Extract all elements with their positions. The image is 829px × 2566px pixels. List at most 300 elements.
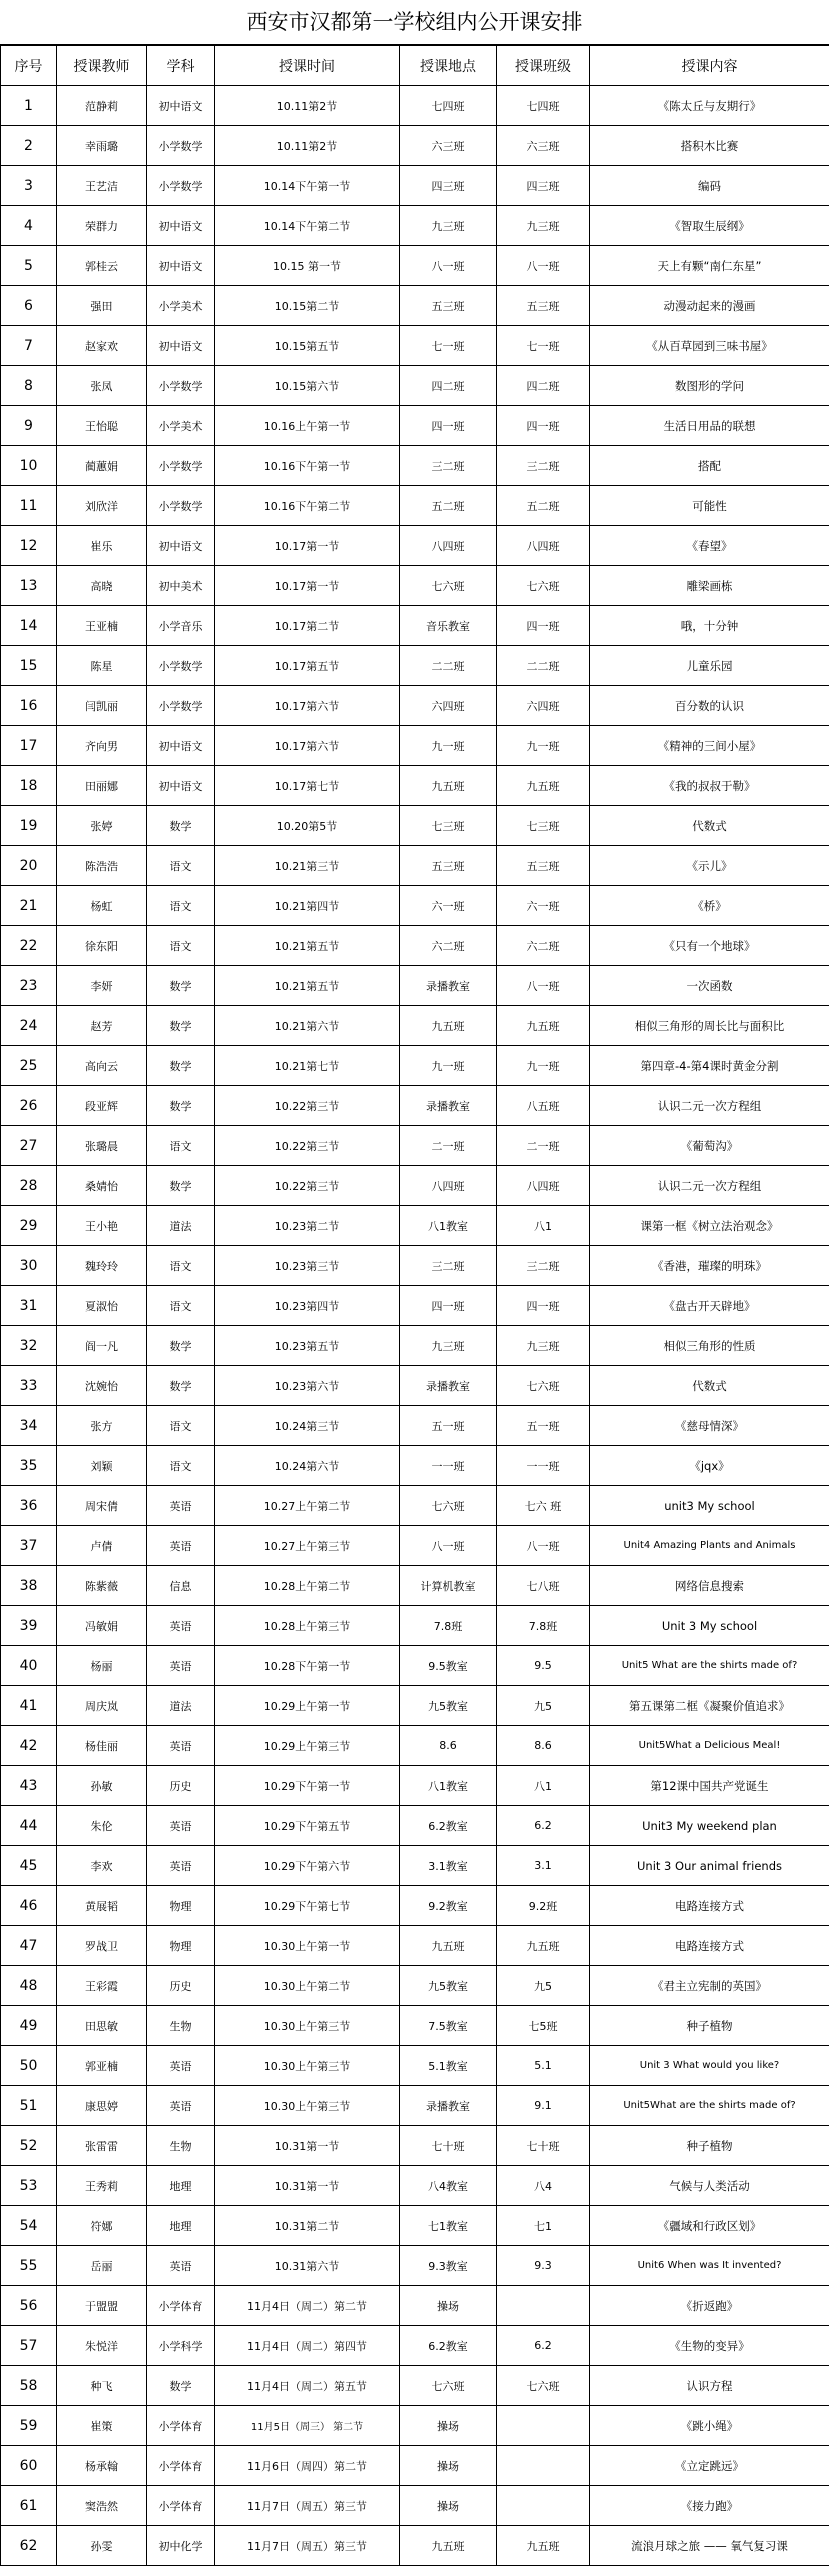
cell-index: 6	[1, 286, 57, 326]
header-class: 授课班级	[497, 46, 590, 86]
header-content: 授课内容	[590, 46, 829, 86]
cell-teacher: 王艺洁	[57, 166, 147, 206]
cell-location: 9.5教室	[400, 1646, 497, 1686]
cell-index: 24	[1, 1006, 57, 1046]
cell-location: 6.2教室	[400, 2326, 497, 2366]
table-row	[1, 1086, 829, 1126]
cell-teacher: 桑婧怡	[57, 1166, 147, 1206]
cell-index: 15	[1, 646, 57, 686]
cell-subject: 小学美术	[147, 406, 215, 446]
cell-content: 第12课中国共产党诞生	[590, 1766, 829, 1806]
cell-location: 九五班	[400, 1006, 497, 1046]
cell-teacher: 杨佳丽	[57, 1726, 147, 1766]
cell-index: 46	[1, 1886, 57, 1926]
cell-time: 10.21第三节	[215, 846, 400, 886]
cell-content: 数图形的学问	[590, 366, 829, 406]
cell-class: 五三班	[497, 846, 590, 886]
table-row	[1, 1446, 829, 1486]
cell-location: 八1教室	[400, 1766, 497, 1806]
cell-class: 八四班	[497, 1166, 590, 1206]
cell-subject: 初中语文	[147, 86, 215, 126]
table-row	[1, 1966, 829, 2006]
table-row	[1, 1686, 829, 1726]
cell-content: 认识二元一次方程组	[590, 1086, 829, 1126]
cell-index: 49	[1, 2006, 57, 2046]
cell-class: 七十班	[497, 2126, 590, 2166]
cell-location: 四一班	[400, 406, 497, 446]
cell-time: 10.31第二节	[215, 2206, 400, 2246]
cell-index: 58	[1, 2366, 57, 2406]
cell-index: 60	[1, 2446, 57, 2486]
cell-class	[497, 2406, 590, 2446]
cell-location: 6.2教室	[400, 1806, 497, 1846]
cell-location: 九一班	[400, 726, 497, 766]
cell-teacher: 高晓	[57, 566, 147, 606]
cell-time: 10.24第三节	[215, 1406, 400, 1446]
cell-class: 三二班	[497, 446, 590, 486]
cell-teacher: 强田	[57, 286, 147, 326]
cell-content: 网络信息搜索	[590, 1566, 829, 1606]
table-row	[1, 2406, 829, 2446]
table-row	[1, 446, 829, 486]
cell-class: 九三班	[497, 206, 590, 246]
cell-teacher: 崔乐	[57, 526, 147, 566]
cell-teacher: 赵芳	[57, 1006, 147, 1046]
cell-subject: 数学	[147, 966, 215, 1006]
cell-index: 35	[1, 1446, 57, 1486]
cell-time: 10.17第七节	[215, 766, 400, 806]
cell-time: 10.31第一节	[215, 2166, 400, 2206]
cell-time: 10.17第一节	[215, 526, 400, 566]
cell-class: 八一班	[497, 1526, 590, 1566]
cell-teacher: 孙敏	[57, 1766, 147, 1806]
cell-content: Unit5What are the shirts made of?	[590, 2086, 829, 2126]
table-row	[1, 926, 829, 966]
cell-subject: 小学体育	[147, 2406, 215, 2446]
cell-index: 62	[1, 2526, 57, 2566]
cell-time: 11月4日（周二）第四节	[215, 2326, 400, 2366]
cell-teacher: 田思敏	[57, 2006, 147, 2046]
cell-subject: 地理	[147, 2166, 215, 2206]
cell-time: 10.21第四节	[215, 886, 400, 926]
cell-index: 28	[1, 1166, 57, 1206]
cell-content: 《盘古开天辟地》	[590, 1286, 829, 1326]
cell-time: 11月7日（周五）第三节	[215, 2486, 400, 2526]
cell-index: 41	[1, 1686, 57, 1726]
cell-time: 10.15第五节	[215, 326, 400, 366]
cell-class: 八五班	[497, 1086, 590, 1126]
cell-location: 九五班	[400, 2526, 497, 2566]
cell-time: 10.17第六节	[215, 726, 400, 766]
cell-teacher: 蔺蕙娟	[57, 446, 147, 486]
cell-time: 10.30上午第三节	[215, 2006, 400, 2046]
cell-index: 54	[1, 2206, 57, 2246]
cell-location: 操场	[400, 2286, 497, 2326]
cell-subject: 数学	[147, 1166, 215, 1206]
cell-time: 10.23第六节	[215, 1366, 400, 1406]
cell-index: 14	[1, 606, 57, 646]
cell-teacher: 刘欣洋	[57, 486, 147, 526]
cell-class: 六二班	[497, 926, 590, 966]
cell-time: 10.30上午第三节	[215, 2046, 400, 2086]
cell-location: 七1教室	[400, 2206, 497, 2246]
cell-subject: 英语	[147, 2046, 215, 2086]
cell-teacher: 刘颖	[57, 1446, 147, 1486]
cell-index: 38	[1, 1566, 57, 1606]
table-row	[1, 126, 829, 166]
cell-index: 61	[1, 2486, 57, 2526]
cell-content: 《生物的变异》	[590, 2326, 829, 2366]
cell-teacher: 陈紫薇	[57, 1566, 147, 1606]
cell-subject: 小学数学	[147, 126, 215, 166]
table-row	[1, 1166, 829, 1206]
table-row	[1, 966, 829, 1006]
cell-teacher: 齐向男	[57, 726, 147, 766]
table-row	[1, 1606, 829, 1646]
cell-location: 八4教室	[400, 2166, 497, 2206]
cell-teacher: 卢倩	[57, 1526, 147, 1566]
cell-content: 《示儿》	[590, 846, 829, 886]
cell-teacher: 范静莉	[57, 86, 147, 126]
cell-location: 操场	[400, 2406, 497, 2446]
cell-index: 21	[1, 886, 57, 926]
cell-index: 4	[1, 206, 57, 246]
cell-index: 7	[1, 326, 57, 366]
cell-index: 18	[1, 766, 57, 806]
cell-subject: 数学	[147, 2366, 215, 2406]
cell-teacher: 李欢	[57, 1846, 147, 1886]
cell-class: 七一班	[497, 326, 590, 366]
table-row	[1, 2166, 829, 2206]
cell-teacher: 赵家欢	[57, 326, 147, 366]
cell-location: 录播教室	[400, 1086, 497, 1126]
cell-location: 7.8班	[400, 1606, 497, 1646]
cell-time: 10.29下午第七节	[215, 1886, 400, 1926]
cell-subject: 地理	[147, 2206, 215, 2246]
cell-index: 59	[1, 2406, 57, 2446]
cell-content: 《只有一个地球》	[590, 926, 829, 966]
cell-content: 哦，十分钟	[590, 606, 829, 646]
cell-subject: 初中语文	[147, 326, 215, 366]
cell-content: Unit 3 Our animal friends	[590, 1846, 829, 1886]
cell-location: 六三班	[400, 126, 497, 166]
cell-subject: 初中美术	[147, 566, 215, 606]
cell-content: Unit4 Amazing Plants and Animals	[590, 1526, 829, 1566]
cell-class: 七六班	[497, 1366, 590, 1406]
cell-content: 《跳小绳》	[590, 2406, 829, 2446]
cell-index: 3	[1, 166, 57, 206]
cell-teacher: 康思婷	[57, 2086, 147, 2126]
cell-content: 搭积木比赛	[590, 126, 829, 166]
cell-content: 第四章-4-第4课时黄金分割	[590, 1046, 829, 1086]
cell-location: 六一班	[400, 886, 497, 926]
cell-content: 《春望》	[590, 526, 829, 566]
cell-content: 《陈太丘与友期行》	[590, 86, 829, 126]
cell-location: 四二班	[400, 366, 497, 406]
cell-subject: 英语	[147, 1846, 215, 1886]
table-row	[1, 1326, 829, 1366]
cell-subject: 生物	[147, 2006, 215, 2046]
cell-location: 九五班	[400, 766, 497, 806]
cell-time: 11月6日（周四）第二节	[215, 2446, 400, 2486]
cell-subject: 小学体育	[147, 2286, 215, 2326]
cell-teacher: 杨承翰	[57, 2446, 147, 2486]
cell-teacher: 岳丽	[57, 2246, 147, 2286]
cell-class: 七三班	[497, 806, 590, 846]
cell-time: 11月4日（周二）第五节	[215, 2366, 400, 2406]
cell-index: 13	[1, 566, 57, 606]
cell-time: 10.28下午第一节	[215, 1646, 400, 1686]
table-row	[1, 1806, 829, 1846]
table-row	[1, 846, 829, 886]
cell-location: 九三班	[400, 206, 497, 246]
cell-location: 录播教室	[400, 1366, 497, 1406]
cell-index: 39	[1, 1606, 57, 1646]
cell-class: 3.1	[497, 1846, 590, 1886]
table-row	[1, 2286, 829, 2326]
cell-location: 8.6	[400, 1726, 497, 1766]
cell-subject: 英语	[147, 2246, 215, 2286]
cell-subject: 小学数学	[147, 366, 215, 406]
cell-location: 二二班	[400, 646, 497, 686]
cell-time: 10.23第二节	[215, 1206, 400, 1246]
cell-content: 课第一框《树立法治观念》	[590, 1206, 829, 1246]
table-row	[1, 1646, 829, 1686]
cell-teacher: 陈浩浩	[57, 846, 147, 886]
cell-teacher: 杨丽	[57, 1646, 147, 1686]
cell-class: 三二班	[497, 1246, 590, 1286]
cell-teacher: 郭桂云	[57, 246, 147, 286]
cell-location: 四一班	[400, 1286, 497, 1326]
cell-location: 七一班	[400, 326, 497, 366]
cell-index: 57	[1, 2326, 57, 2366]
cell-content: 《桥》	[590, 886, 829, 926]
cell-time: 10.11第2节	[215, 126, 400, 166]
cell-index: 48	[1, 1966, 57, 2006]
cell-subject: 数学	[147, 1086, 215, 1126]
cell-teacher: 阎一凡	[57, 1326, 147, 1366]
cell-content: 代数式	[590, 806, 829, 846]
cell-index: 2	[1, 126, 57, 166]
cell-class: 九一班	[497, 726, 590, 766]
cell-subject: 英语	[147, 1606, 215, 1646]
cell-class: 九三班	[497, 1326, 590, 1366]
cell-class: 二一班	[497, 1126, 590, 1166]
cell-subject: 语文	[147, 1246, 215, 1286]
cell-teacher: 王小艳	[57, 1206, 147, 1246]
cell-teacher: 高向云	[57, 1046, 147, 1086]
cell-location: 三二班	[400, 1246, 497, 1286]
cell-teacher: 周宋倩	[57, 1486, 147, 1526]
cell-subject: 小学音乐	[147, 606, 215, 646]
cell-teacher: 于盟盟	[57, 2286, 147, 2326]
cell-location: 九5教室	[400, 1966, 497, 2006]
table-row	[1, 1846, 829, 1886]
cell-subject: 英语	[147, 1486, 215, 1526]
cell-location: 七四班	[400, 86, 497, 126]
table-row	[1, 2246, 829, 2286]
table-row	[1, 566, 829, 606]
table-row	[1, 1726, 829, 1766]
cell-teacher: 罗战卫	[57, 1926, 147, 1966]
cell-location: 八1教室	[400, 1206, 497, 1246]
cell-subject: 初中语文	[147, 206, 215, 246]
cell-subject: 初中化学	[147, 2526, 215, 2566]
cell-time: 10.15第二节	[215, 286, 400, 326]
cell-subject: 道法	[147, 1206, 215, 1246]
table-row	[1, 486, 829, 526]
cell-time: 10.29下午第五节	[215, 1806, 400, 1846]
cell-class: 九5	[497, 1966, 590, 2006]
cell-content: 相似三角形的性质	[590, 1326, 829, 1366]
cell-content: 种子植物	[590, 2006, 829, 2046]
cell-location: 七三班	[400, 806, 497, 846]
cell-subject: 语文	[147, 846, 215, 886]
cell-location: 录播教室	[400, 2086, 497, 2126]
table-body	[1, 86, 829, 2566]
page-title: 西安市汉都第一学校组内公开课安排	[0, 0, 829, 45]
cell-teacher: 徐东阳	[57, 926, 147, 966]
cell-content: 雕梁画栋	[590, 566, 829, 606]
cell-time: 10.20第5节	[215, 806, 400, 846]
cell-location: 操场	[400, 2446, 497, 2486]
cell-index: 30	[1, 1246, 57, 1286]
cell-subject: 数学	[147, 1046, 215, 1086]
table-row	[1, 1926, 829, 1966]
cell-teacher: 符娜	[57, 2206, 147, 2246]
cell-time: 10.27上午第二节	[215, 1486, 400, 1526]
cell-time: 10.31第一节	[215, 2126, 400, 2166]
cell-index: 9	[1, 406, 57, 446]
cell-class: 九五班	[497, 766, 590, 806]
cell-location: 5.1教室	[400, 2046, 497, 2086]
cell-location: 七六班	[400, 1486, 497, 1526]
cell-location: 一一班	[400, 1446, 497, 1486]
cell-index: 29	[1, 1206, 57, 1246]
cell-time: 11月4日（周二）第二节	[215, 2286, 400, 2326]
cell-content: 第五课第二框《凝聚价值追求》	[590, 1686, 829, 1726]
cell-subject: 初中语文	[147, 726, 215, 766]
cell-teacher: 张雷雷	[57, 2126, 147, 2166]
cell-class: 9.3	[497, 2246, 590, 2286]
table-row	[1, 1126, 829, 1166]
cell-index: 31	[1, 1286, 57, 1326]
cell-content: 认识方程	[590, 2366, 829, 2406]
cell-class: 一一班	[497, 1446, 590, 1486]
cell-time: 10.16下午第二节	[215, 486, 400, 526]
cell-time: 10.15第六节	[215, 366, 400, 406]
cell-subject: 语文	[147, 1286, 215, 1326]
cell-location: 六四班	[400, 686, 497, 726]
table-row	[1, 2046, 829, 2086]
cell-index: 36	[1, 1486, 57, 1526]
table-row	[1, 2366, 829, 2406]
cell-teacher: 孙雯	[57, 2526, 147, 2566]
cell-content: 《智取生辰纲》	[590, 206, 829, 246]
cell-location: 录播教室	[400, 966, 497, 1006]
cell-time: 10.11第2节	[215, 86, 400, 126]
table-row	[1, 1566, 829, 1606]
cell-time: 10.14下午第二节	[215, 206, 400, 246]
cell-content: 生活日用品的联想	[590, 406, 829, 446]
cell-content: 《葡萄沟》	[590, 1126, 829, 1166]
cell-location: 3.1教室	[400, 1846, 497, 1886]
cell-time: 10.21第七节	[215, 1046, 400, 1086]
cell-time: 10.22第三节	[215, 1166, 400, 1206]
cell-location: 五一班	[400, 1406, 497, 1446]
table-row	[1, 86, 829, 126]
cell-subject: 生物	[147, 2126, 215, 2166]
cell-location: 八四班	[400, 1166, 497, 1206]
cell-location: 计算机教室	[400, 1566, 497, 1606]
table-row	[1, 2486, 829, 2526]
header-teacher: 授课教师	[57, 46, 147, 86]
cell-index: 43	[1, 1766, 57, 1806]
cell-class: 七八班	[497, 1566, 590, 1606]
cell-time: 10.16上午第一节	[215, 406, 400, 446]
cell-time: 10.22第三节	[215, 1086, 400, 1126]
table-row	[1, 886, 829, 926]
cell-content: Unit5 What are the shirts made of?	[590, 1646, 829, 1686]
table-row	[1, 1406, 829, 1446]
table-row	[1, 326, 829, 366]
cell-time: 11月5日（周三） 第二节	[215, 2406, 400, 2446]
cell-content: 天上有颗“南仁东星”	[590, 246, 829, 286]
cell-content: 气候与人类活动	[590, 2166, 829, 2206]
header-subject: 学科	[147, 46, 215, 86]
cell-index: 53	[1, 2166, 57, 2206]
cell-content: 《慈母情深》	[590, 1406, 829, 1446]
table-row	[1, 1246, 829, 1286]
cell-time: 10.24第六节	[215, 1446, 400, 1486]
cell-index: 27	[1, 1126, 57, 1166]
cell-subject: 物理	[147, 1926, 215, 1966]
cell-subject: 语文	[147, 926, 215, 966]
cell-subject: 语文	[147, 1126, 215, 1166]
cell-class: 九五班	[497, 1926, 590, 1966]
cell-time: 10.17第一节	[215, 566, 400, 606]
cell-class: 7.8班	[497, 1606, 590, 1646]
cell-index: 26	[1, 1086, 57, 1126]
cell-teacher: 张凤	[57, 366, 147, 406]
cell-content: 《立定跳远》	[590, 2446, 829, 2486]
cell-class: 九五班	[497, 2526, 590, 2566]
cell-class: 六四班	[497, 686, 590, 726]
cell-teacher: 李妍	[57, 966, 147, 1006]
cell-index: 22	[1, 926, 57, 966]
cell-teacher: 张璐晨	[57, 1126, 147, 1166]
cell-content: 儿童乐园	[590, 646, 829, 686]
cell-class: 七四班	[497, 86, 590, 126]
cell-content: 种子植物	[590, 2126, 829, 2166]
cell-class: 四三班	[497, 166, 590, 206]
cell-class: 四一班	[497, 606, 590, 646]
cell-teacher: 段亚辉	[57, 1086, 147, 1126]
cell-time: 10.16下午第一节	[215, 446, 400, 486]
cell-time: 10.22第三节	[215, 1126, 400, 1166]
cell-class: 八一班	[497, 246, 590, 286]
table-row	[1, 1366, 829, 1406]
cell-content: 《香港，璀璨的明珠》	[590, 1246, 829, 1286]
cell-teacher: 朱悦洋	[57, 2326, 147, 2366]
cell-class: 6.2	[497, 1806, 590, 1846]
table-row	[1, 366, 829, 406]
cell-class: 6.2	[497, 2326, 590, 2366]
cell-index: 42	[1, 1726, 57, 1766]
cell-subject: 小学科学	[147, 2326, 215, 2366]
table-row	[1, 1046, 829, 1086]
cell-subject: 道法	[147, 1686, 215, 1726]
